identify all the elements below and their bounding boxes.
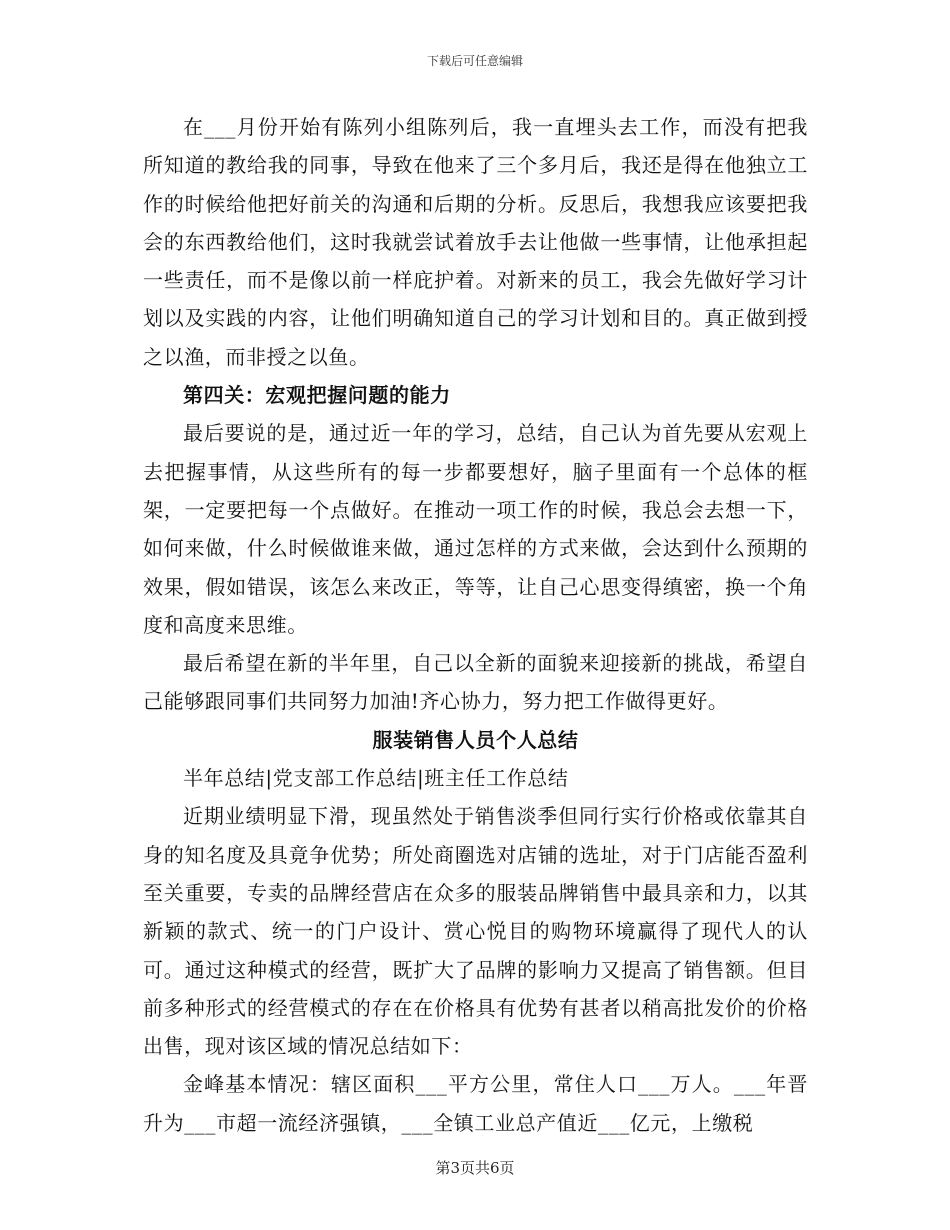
paragraph-display-team: 在___月份开始有陈列小组陈列后，我一直埋头去工作，而没有把我所知道的教给我的同事，导致在他来了三个多月后，我还是得在他独立工作的时候给他把好前关的沟通和后期的分析。反思后，我想我应该要把我会的东西教给他们，这时我就尝试着放手去让他做一些事情，让他承担起一些责任，而不是像以前一样庇护着。对新来的员工，我会先做好学习计划以及实践的内容，让他们明确知道自己的学习计划和目的。真正做到授之以渔，而非授之以鱼。 xyxy=(143,115,808,369)
paragraph-jinfeng-info: 金峰基本情况：辖区面积___平方公里，常住人口___万人。___年晋升为___市超一流经济强镇，___全镇工业总产值近___亿元，上缴税 xyxy=(143,1072,808,1135)
section-heading-fourth: 第四关：宏观把握问题的能力 xyxy=(183,383,451,408)
paragraph-macro-grasp: 最后要说的是，通过近一年的学习，总结，自己认为首先要从宏观上去把握事情，从这些所有的每一步都要想好，脑子里面有一个总体的框架，一定要把每一个点做好。在推动一项工作的时候，我总会去想一下，如何来做，什么时候做谁来做，通过怎样的方式来做，会达到什么预期的效果，假如错误，该怎么来改正，等等，让自己心思变得缜密，换一个角度和高度来思维。 xyxy=(143,421,808,637)
related-links[interactable]: 半年总结|党支部工作总结|班主任工作总结 xyxy=(183,766,569,791)
paragraph-closing-wish: 最后希望在新的半年里，自己以全新的面貌来迎接新的挑战，希望自己能够跟同事们共同努力加油!齐心协力，努力把工作做得更好。 xyxy=(143,651,808,714)
document-body xyxy=(143,108,808,1142)
page-number: 第3页共6页 xyxy=(435,1159,515,1177)
page-header: 下载后可任意编辑 xyxy=(426,54,523,68)
article-title: 服装销售人员个人总结 xyxy=(372,727,579,752)
paragraph-sales-decline: 近期业绩明显下滑，现虽然处于销售淡季但同行实行价格或依靠其自身的知名度及具竟争优势；所处商圈选对店铺的选址，对于门店能否盈利至关重要，专卖的品牌经营店在众多的服装品牌销售中最具亲和力，以其新颖的款式、统一的门户设计、赏心悦目的购物环境赢得了现代人的认可。通过这种模式的经营，既扩大了品牌的影响力又提高了销售额。但目前多种形式的经营模式的存在在价格具有优势有甚者以稍高批发价的价格出售，现对该区域的情况总结如下： xyxy=(143,804,808,1059)
